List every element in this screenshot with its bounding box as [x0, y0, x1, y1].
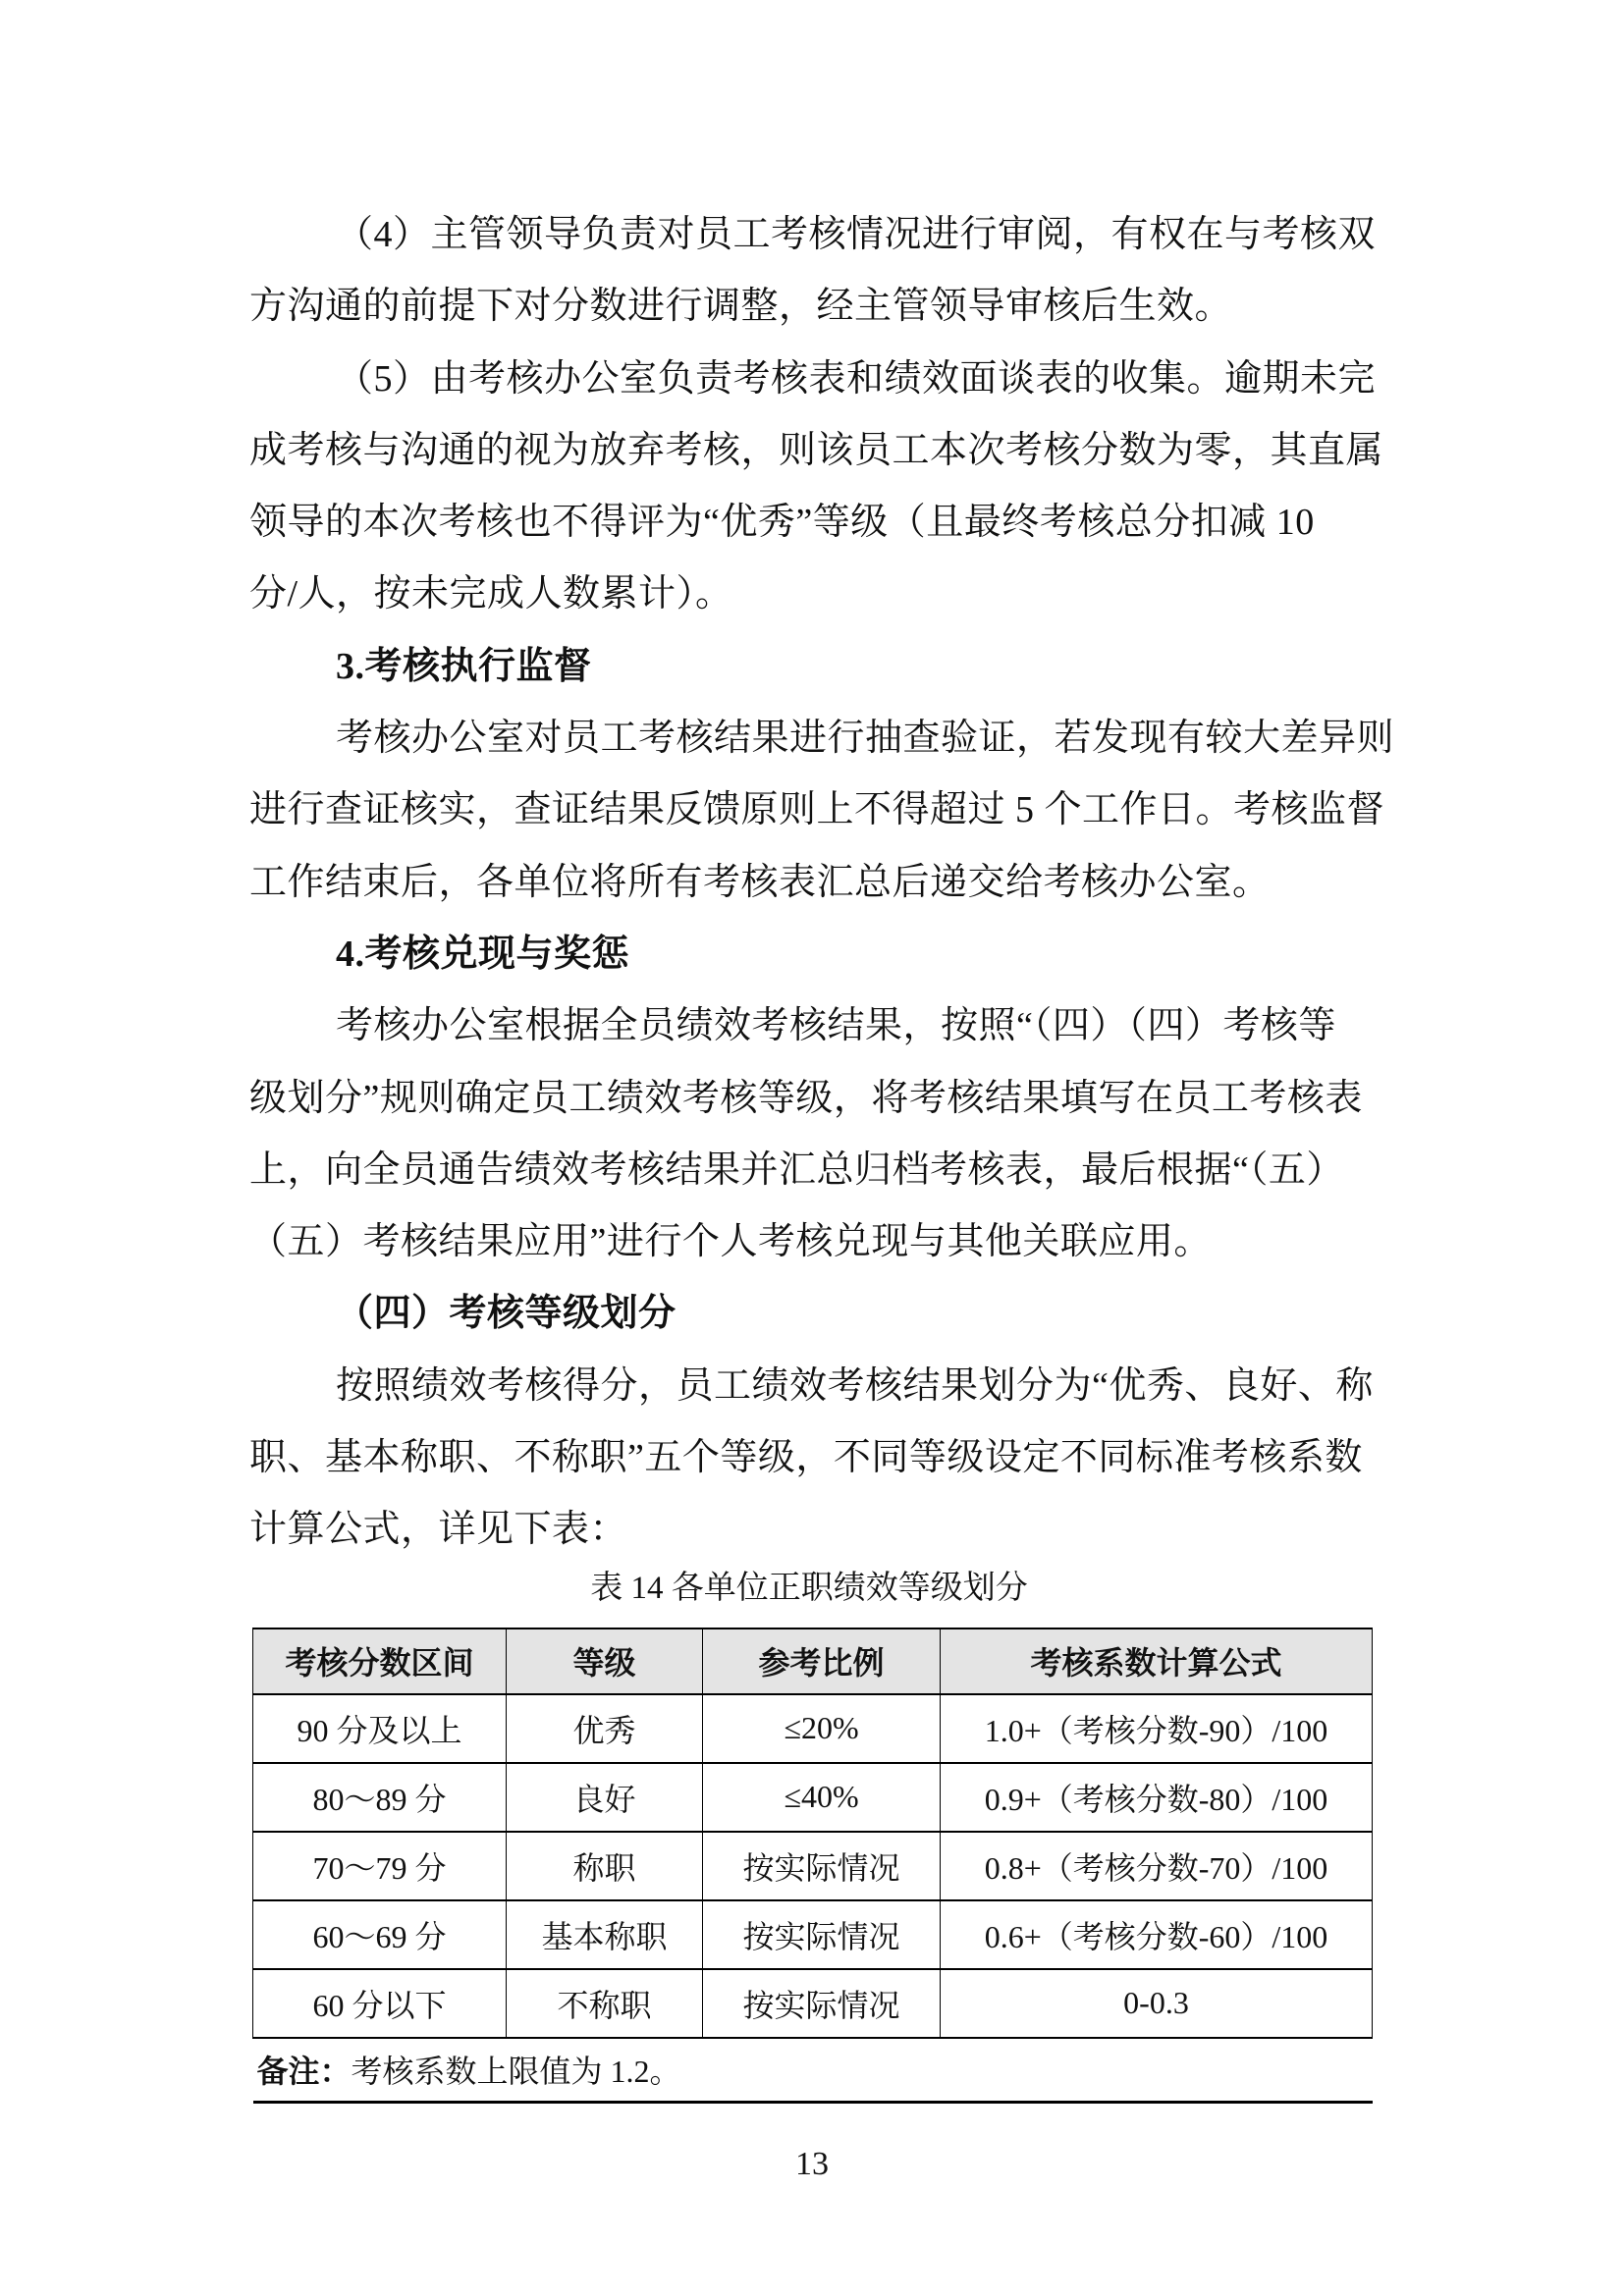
table-header-row	[253, 1629, 1373, 1694]
table-row	[253, 1900, 1373, 1969]
table-cell: 60～69 分	[253, 1900, 507, 1969]
grade-table	[252, 1628, 1373, 2104]
table-row	[253, 1832, 1373, 1900]
table-cell: 不称职	[507, 1969, 703, 2038]
text-line: 上，向全员通告绩效考核结果并汇总归档考核表，最后根据“（五）	[249, 1148, 1344, 1191]
table-caption: 表 14 各单位正职绩效等级划分	[590, 1570, 1028, 1606]
section-heading: 4.考核兑现与奖惩	[336, 933, 630, 975]
table-cell: 70～79 分	[253, 1832, 507, 1900]
text-line: 职、基本称职、不称职”五个等级，不同等级设定不同标准考核系数	[249, 1437, 1363, 1479]
text-line: 工作结束后，各单位将所有考核表汇总后递交给考核办公室。	[249, 861, 1271, 903]
table-cell: 按实际情况	[703, 1832, 941, 1900]
table-row	[253, 1763, 1373, 1832]
text-line: 方沟通的前提下对分数进行调整，经主管领导审核后生效。	[249, 286, 1233, 328]
table-cell: ≤40%	[703, 1763, 941, 1832]
table-cell: ≤20%	[703, 1694, 941, 1763]
table-header-cell: 考核分数区间	[253, 1629, 507, 1694]
text-line: 考核办公室对员工考核结果进行抽查验证，若发现有较大差异则	[336, 718, 1395, 760]
text-line: 级划分”规则确定员工绩效考核等级，将考核结果填写在员工考核表	[249, 1077, 1363, 1119]
table-header-cell: 等级	[507, 1629, 703, 1694]
table-cell: 0.6+（考核分数-60）/100	[941, 1900, 1373, 1969]
section-heading: （四）考核等级划分	[336, 1293, 677, 1335]
table-header-cell: 考核系数计算公式	[941, 1629, 1373, 1694]
table-header-cell: 参考比例	[703, 1629, 941, 1694]
table-row	[253, 1694, 1373, 1763]
text-line: 成考核与沟通的视为放弃考核，则该员工本次考核分数为零，其直属	[249, 429, 1384, 471]
text-line: 进行查证核实，查证结果反馈原则上不得超过 5 个工作日。考核监督	[249, 789, 1385, 831]
table-cell: 80～89 分	[253, 1763, 507, 1832]
text-line: 考核办公室根据全员绩效考核结果，按照“（四）（四）考核等	[336, 1005, 1336, 1047]
table-cell: 0.9+（考核分数-80）/100	[941, 1763, 1373, 1832]
text-line: （4）主管领导负责对员工考核情况进行审阅，有权在与考核双	[336, 214, 1377, 255]
text-line: 领导的本次考核也不得评为“优秀”等级（且最终考核总分扣减 10	[249, 502, 1315, 544]
table-cell: 1.0+（考核分数-90）/100	[941, 1694, 1373, 1763]
document-body	[249, 199, 1395, 2104]
table-cell: 按实际情况	[703, 1900, 941, 1969]
page-number: 13	[795, 2146, 829, 2182]
text-line: 计算公式，详见下表：	[249, 1509, 628, 1551]
table-cell: 优秀	[507, 1694, 703, 1763]
table-cell: 90 分及以上	[253, 1694, 507, 1763]
table-cell: 基本称职	[507, 1900, 703, 1969]
section-heading: 3.考核执行监督	[336, 645, 592, 687]
text-line: 分/人，按未完成人数累计）。	[249, 573, 733, 615]
table-cell: 60 分以下	[253, 1969, 507, 2038]
table-row	[253, 1969, 1373, 2038]
table-cell: 称职	[507, 1832, 703, 1900]
table-note-text: 考核系数上限值为 1.2。	[351, 2054, 681, 2090]
table-note-cell	[253, 2038, 1373, 2103]
body-text	[249, 199, 1395, 1567]
table-note-row	[253, 2038, 1373, 2103]
table-cell: 0.8+（考核分数-70）/100	[941, 1832, 1373, 1900]
table-cell: 良好	[507, 1763, 703, 1832]
table-cell: 按实际情况	[703, 1969, 941, 2038]
text-line: 按照绩效考核得分，员工绩效考核结果划分为“优秀、良好、称	[336, 1364, 1374, 1407]
table-note-label: 备注：	[256, 2054, 352, 2090]
text-line: （5）由考核办公室负责考核表和绩效面谈表的收集。逾期未完	[336, 357, 1377, 400]
table-cell: 0-0.3	[941, 1969, 1373, 2038]
text-line: （五）考核结果应用”进行个人考核兑现与其他关联应用。	[249, 1221, 1212, 1263]
